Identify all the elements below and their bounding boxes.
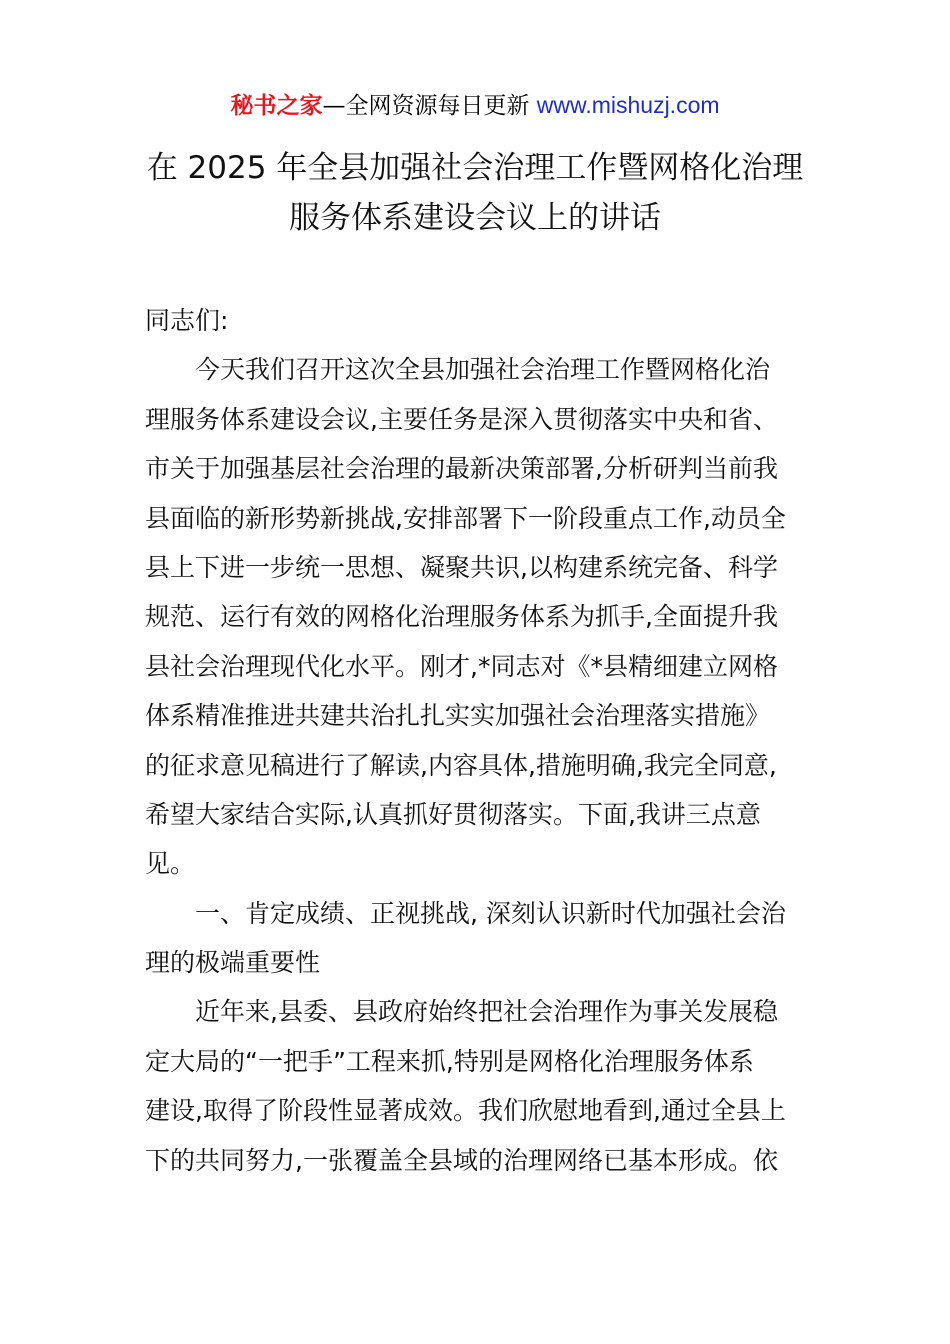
body-line: 规范、运行有效的网格化治理服务体系为抓手,全面提升我 <box>145 602 778 632</box>
document-body <box>145 296 805 1185</box>
body-line: 定大局的“一把手”工程来抓,特别是网格化治理服务体系 <box>145 1046 754 1076</box>
site-tagline: —全网资源每日更新 <box>322 93 537 119</box>
section-heading-line: 一、肯定成绩、正视挑战, 深刻认识新时代加强社会治 <box>145 898 786 928</box>
section-heading-line: 理的极端重要性 <box>145 948 321 978</box>
body-line: 建设,取得了阶段性显著成效。我们欣慰地看到,通过全县上 <box>145 1096 786 1126</box>
document-title <box>0 143 950 243</box>
body-line: 见。 <box>145 849 196 879</box>
body-line: 县上下进一步统一思想、凝聚共识,以构建系统完备、科学 <box>145 552 778 582</box>
body-line: 县社会治理现代化水平。刚才,*同志对《*县精细建立网格 <box>145 651 778 681</box>
body-line: 市关于加强基层社会治理的最新决策部署,分析研判当前我 <box>145 454 778 484</box>
body-line: 的征求意见稿进行了解读,内容具体,措施明确,我完全同意, <box>145 750 777 780</box>
site-url-link[interactable]: www.mishuzj.com <box>536 92 720 118</box>
salutation: 同志们: <box>145 306 229 335</box>
body-line: 理服务体系建设会议,主要任务是深入贯彻落实中央和省、 <box>145 404 778 434</box>
title-line-1: 在 2025 年全县加强社会治理工作暨网格化治理 <box>146 150 804 186</box>
body-line: 下的共同努力,一张覆盖全县域的治理网络已基本形成。依 <box>145 1145 778 1175</box>
site-brand: 秘书之家 <box>230 93 323 119</box>
title-line-2: 服务体系建设会议上的讲话 <box>289 200 661 236</box>
body-line: 县面临的新形势新挑战,安排部署下一阶段重点工作,动员全 <box>145 503 786 533</box>
site-header <box>0 86 950 125</box>
body-line: 体系精准推进共建共治扎扎实实加强社会治理落实措施》 <box>145 701 771 731</box>
body-line: 近年来,县委、县政府始终把社会治理作为事关发展稳 <box>145 997 778 1027</box>
body-line: 希望大家结合实际,认真抓好贯彻落实。下面,我讲三点意 <box>145 799 761 829</box>
body-line: 今天我们召开这次全县加强社会治理工作暨网格化治 <box>145 355 771 385</box>
